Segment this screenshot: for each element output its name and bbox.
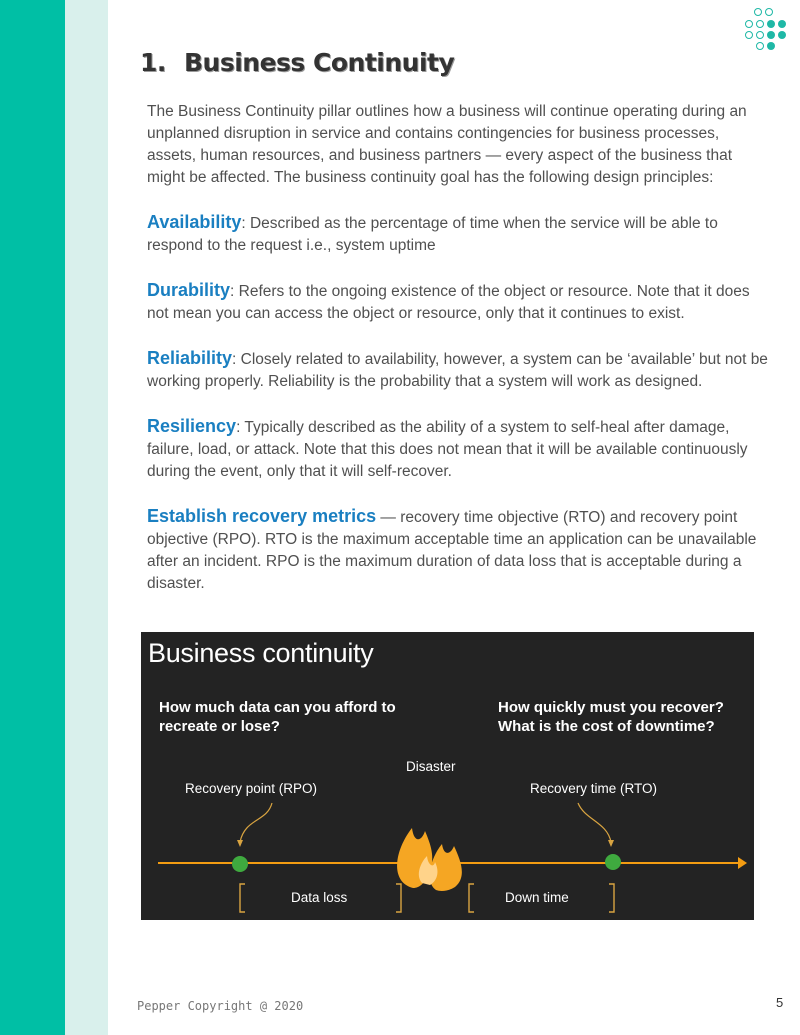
disaster-label: Disaster [406, 759, 456, 774]
down-time-bracket-left [469, 884, 474, 912]
diagram-title: Business continuity [148, 638, 374, 668]
principle-durability [147, 279, 771, 325]
principle-text: : Described as the percentage of time when the service will be able to respond to the request i.e., system uptime [147, 215, 718, 254]
left-accent-stripe-light [65, 0, 108, 1035]
rpo-label: Recovery point (RPO) [185, 781, 318, 796]
rpo-marker [232, 856, 248, 872]
down-time-label: Down time [505, 890, 569, 905]
principle-text: : Refers to the ongoing existence of the object or resource. Note that it does not mean you can access the object or resource, only that it continues to exist. [147, 283, 750, 322]
page-number: 5 [776, 995, 784, 1010]
section-heading [140, 48, 454, 77]
rto-question: How quickly must you recover? What is the cost of downtime? [498, 699, 724, 735]
intro-paragraph: The Business Continuity pillar outlines how a business will continue operating during an unplanned disruption in service and contains contingencies for business processes, assets, human resources, and business partners — every aspect of the business that might be affected. The business continuity goal has the following design principles: [147, 103, 747, 186]
dot-grid-logo-icon [745, 8, 793, 52]
principle-text: — recovery time objective (RTO) and recovery point objective (RPO). RTO is the maximum acceptable time an application can be unavailable after an incident. RPO is the maximum duration of data loss that is acceptable during a disaster. [147, 509, 757, 592]
rto-label: Recovery time (RTO) [530, 781, 658, 796]
rto-pointer-arrow [578, 803, 611, 842]
data-loss-bracket-right [396, 884, 401, 912]
left-accent-stripe [0, 0, 65, 1035]
down-time-bracket-right [609, 884, 614, 912]
principle-term: Availability [147, 212, 242, 232]
principle-term: Resiliency [147, 416, 237, 436]
flame-icon [397, 828, 462, 891]
principle-term: Durability [147, 280, 231, 300]
footer-copyright: Pepper Copyright @ 2020 [137, 999, 304, 1013]
principle-term: Establish recovery metrics [147, 506, 377, 526]
principle-reliability [147, 347, 771, 393]
principle-text: : Closely related to availability, however, a system can be ‘available’ but not be working properly. Reliability is the probability that a system will work as designed. [147, 351, 768, 390]
timeline-graphic [141, 632, 754, 920]
principle-recovery-metrics [147, 505, 771, 595]
data-loss-label: Data loss [291, 890, 348, 905]
principle-text: : Typically described as the ability of a system to self-heal after damage, failure, load, or attack. Note that this does not mean that it will be available continuously during the event, only that it will self-recover. [147, 419, 748, 480]
data-loss-bracket-left [240, 884, 245, 912]
body-content [147, 101, 771, 617]
principle-term: Reliability [147, 348, 233, 368]
principle-resiliency [147, 415, 771, 483]
rpo-question: How much data can you afford to recreate or lose? [159, 699, 396, 735]
business-continuity-diagram [141, 632, 754, 920]
section-title: Business Continuity [184, 48, 455, 77]
section-number: 1. [140, 48, 166, 77]
rpo-pointer-arrow [240, 803, 272, 842]
principle-availability [147, 211, 771, 257]
timeline-arrowhead [738, 857, 747, 869]
rto-marker [605, 854, 621, 870]
